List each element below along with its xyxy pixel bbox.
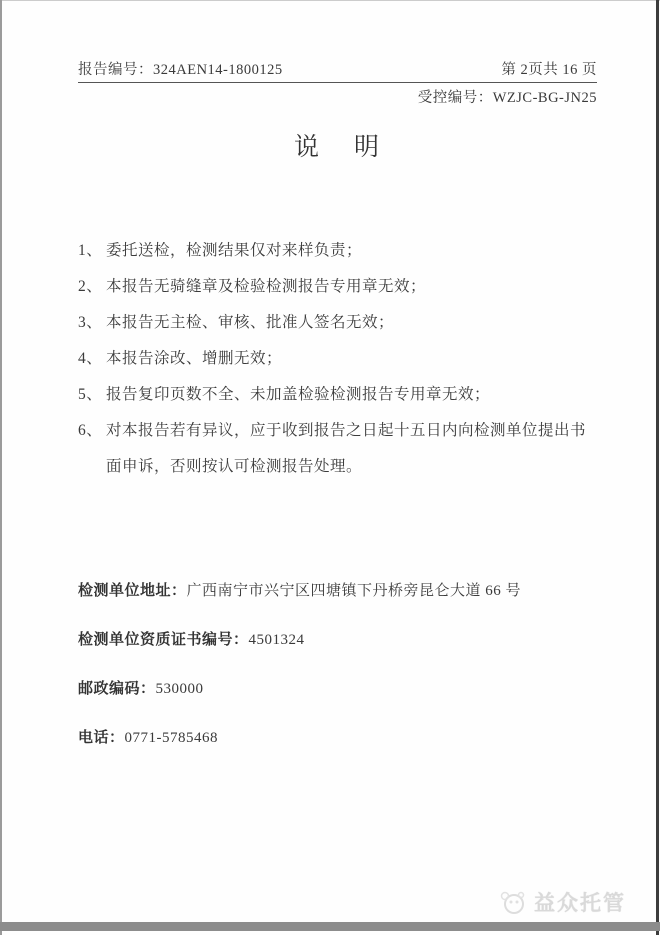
page-title: 说 明 [293, 134, 381, 161]
unit-address-line [78, 579, 597, 600]
unit-certificate-line [78, 628, 597, 649]
note-text: 本报告无骑缝章及检验检测报告专用章无效； [106, 278, 427, 295]
controlled-number-value: WZJC-BG-JN25 [492, 90, 597, 106]
unit-certificate-value: 4501324 [248, 632, 305, 648]
page-header [78, 58, 597, 83]
note-text: 本报告涂改、增删无效； [106, 350, 283, 367]
note-item [78, 377, 597, 413]
postal-code-value: 530000 [155, 681, 204, 697]
mascot-logo-icon [497, 889, 527, 915]
page-content [78, 0, 597, 775]
note-number: 4、 [78, 350, 103, 367]
unit-address-value: 广西南宁市兴宁区四塘镇下丹桥旁昆仑大道 66 号 [186, 583, 522, 599]
note-text: 委托送检，检测结果仅对来样负责； [106, 242, 363, 259]
note-number: 3、 [78, 314, 103, 331]
note-number: 6、 [78, 422, 103, 439]
report-number-value: 324AEN14-1800125 [153, 62, 283, 78]
unit-certificate-label: 检测单位资质证书编号： [78, 632, 249, 648]
note-item [78, 305, 597, 341]
controlled-number [78, 86, 597, 107]
notes-list [78, 233, 597, 485]
note-item [78, 233, 597, 269]
note-text: 报告复印页数不全、未加盖检验检测报告专用章无效； [106, 386, 491, 403]
note-item [78, 341, 597, 377]
page-indicator: 第 2页共 16 页 [501, 62, 597, 78]
note-item [78, 269, 597, 305]
note-item [78, 413, 597, 485]
report-number [78, 58, 283, 79]
phone-label: 电话： [78, 730, 125, 746]
watermark-text: 益众托管 [534, 892, 626, 915]
note-text: 本报告无主检、审核、批准人签名无效； [106, 314, 395, 331]
phone-value: 0771-5785468 [124, 730, 219, 746]
note-text: 对本报告若有异议，应于收到报告之日起十五日内向检测单位提出书面申诉，否则按认可检测报告处理。 [106, 422, 587, 475]
unit-info-block [78, 579, 597, 747]
scan-bottom-bar [0, 922, 660, 931]
report-number-label: 报告编号： [78, 62, 153, 78]
watermark [497, 887, 626, 917]
scan-edge-right [656, 0, 659, 935]
note-number: 2、 [78, 278, 103, 295]
note-number: 1、 [78, 242, 103, 259]
note-number: 5、 [78, 386, 103, 403]
postal-code-line [78, 677, 597, 698]
scan-edge-left [0, 0, 2, 935]
unit-address-label: 检测单位地址： [78, 583, 187, 599]
phone-line [78, 726, 597, 747]
postal-code-label: 邮政编码： [78, 681, 156, 697]
controlled-number-label: 受控编号： [417, 90, 493, 106]
